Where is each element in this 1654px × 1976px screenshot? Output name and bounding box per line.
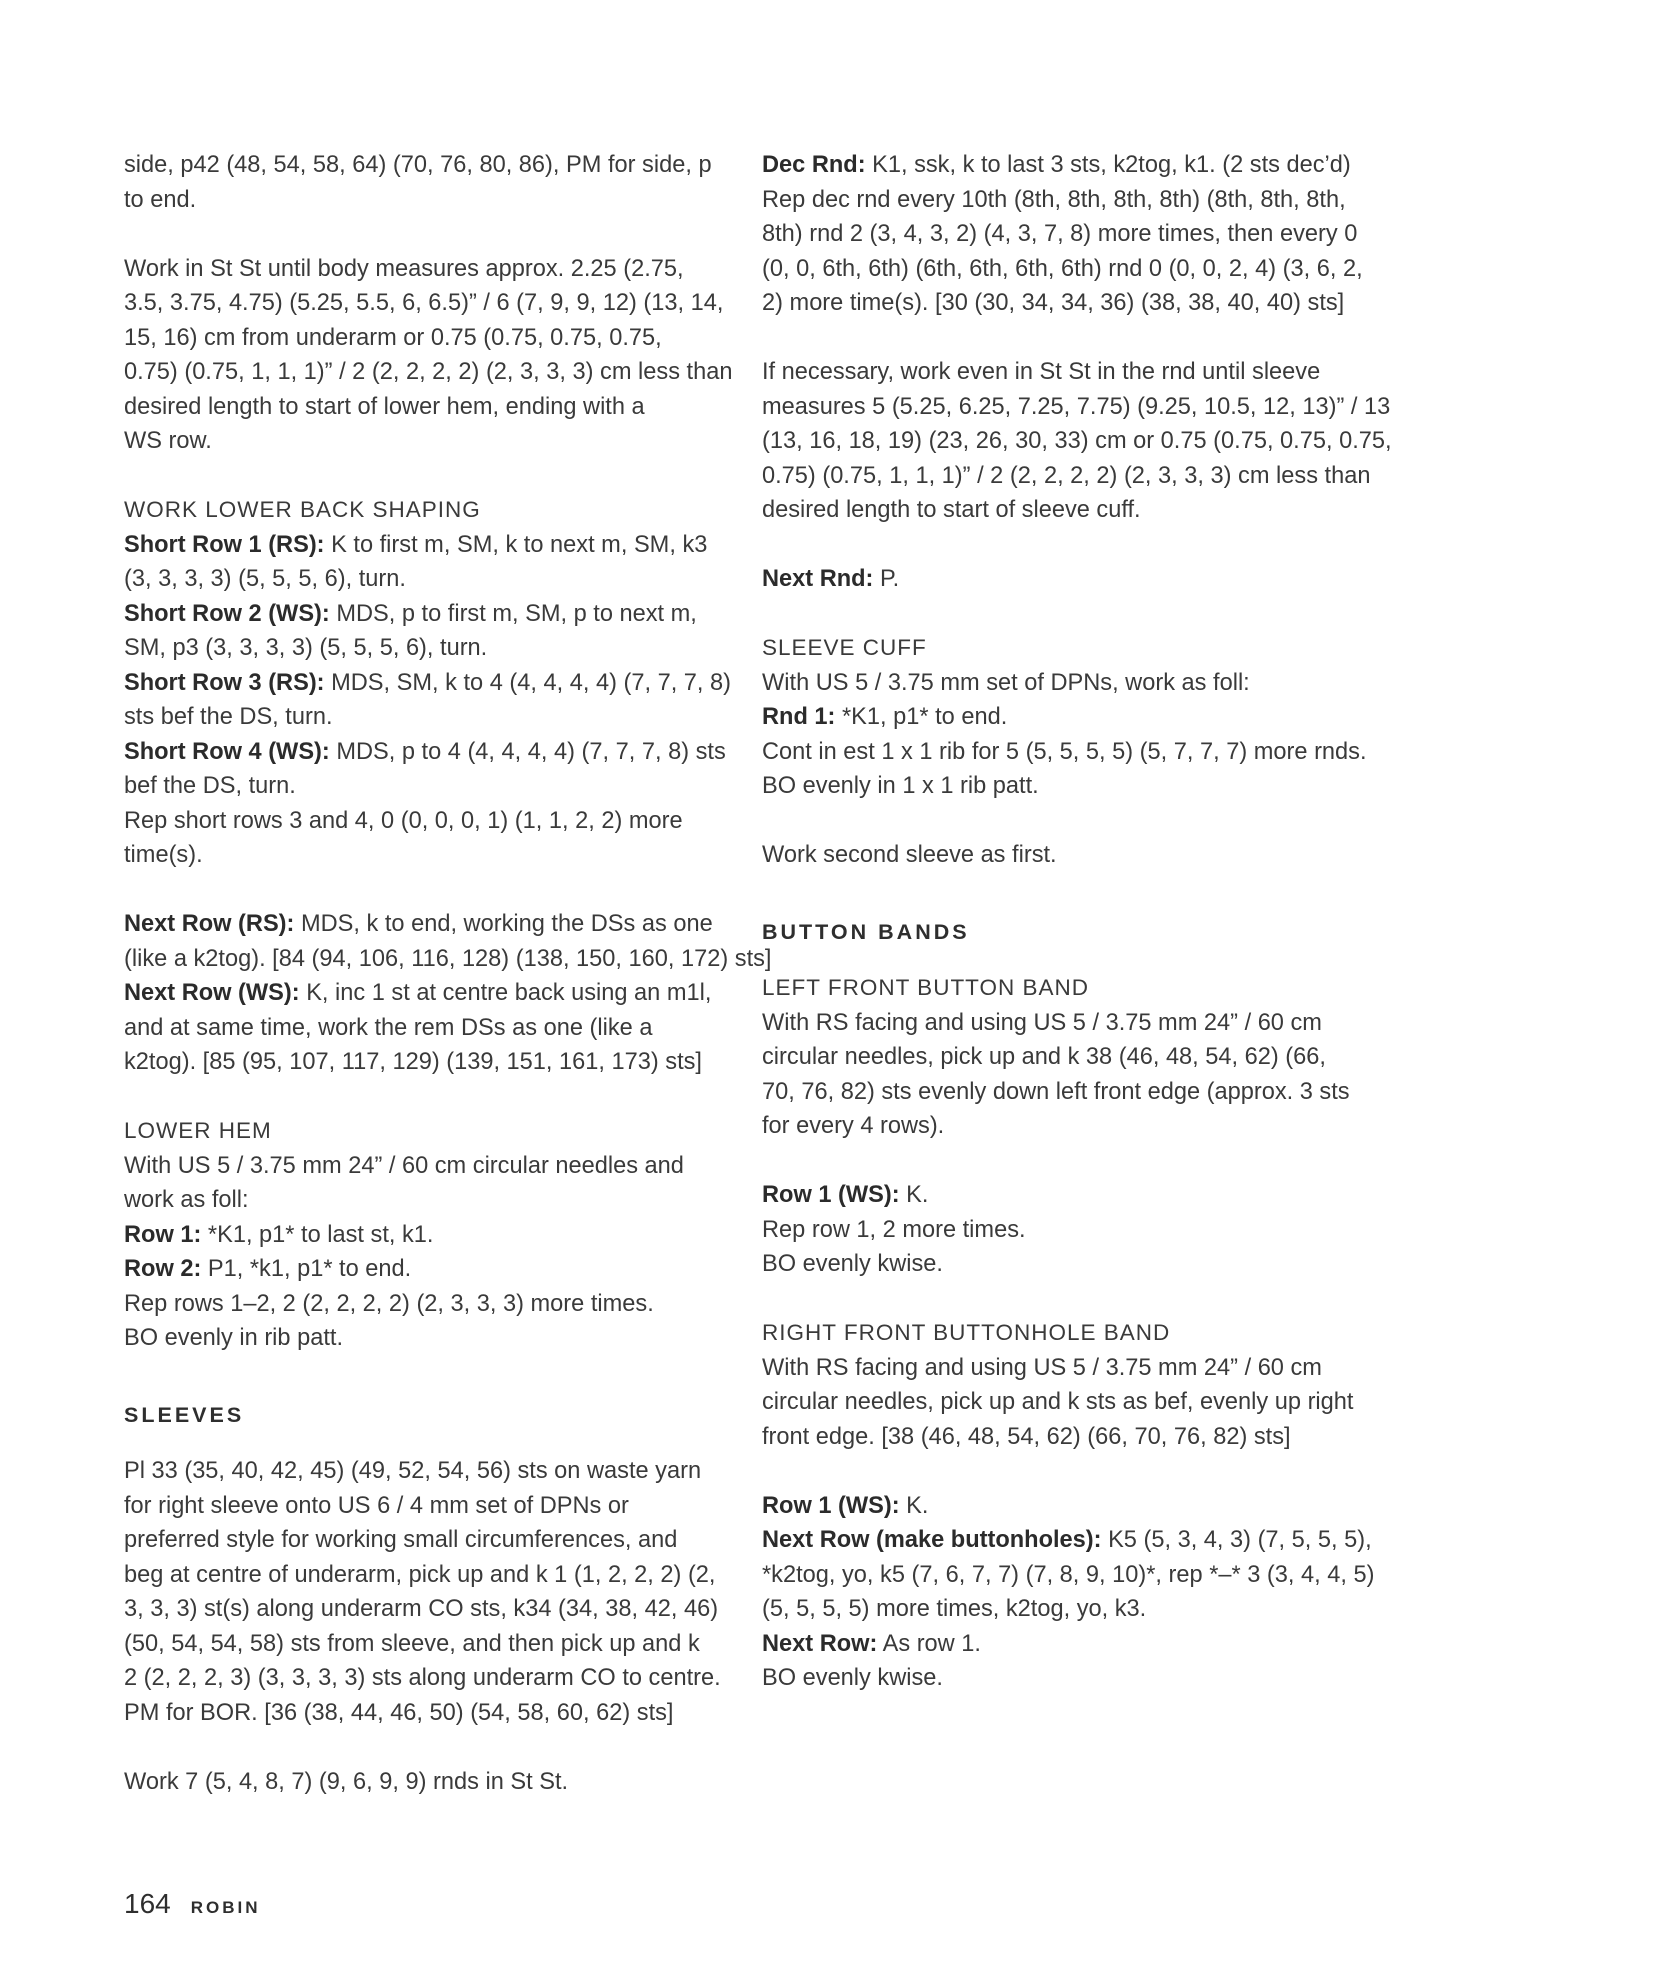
step-text: K to first m, SM, k to next m, SM, k3 [324, 531, 708, 558]
text-line: 0.75) (0.75, 1, 1, 1)” / 2 (2, 2, 2, 2) (2, 3, 3, 3) cm less than [762, 462, 1371, 489]
short-row-4 [124, 735, 724, 770]
text-line: for every 4 rows). [762, 1113, 945, 1139]
text-line: (5, 5, 5, 5) more times, k2tog, yo, k3. [762, 1596, 1147, 1622]
step-label: Next Row (RS): [124, 911, 295, 937]
step-label: Next Row: [762, 1630, 878, 1657]
text-line: time(s). [124, 842, 203, 868]
text-line: to end. [124, 186, 197, 213]
text-line: measures 5 (5.25, 6.25, 7.25, 7.75) (9.25, 10.5, 12, 13)” / 13 [762, 393, 1391, 420]
sleeves-paragraph [124, 1454, 724, 1730]
step-label: Next Row (make buttonholes): [762, 1527, 1102, 1553]
step-text: K5 (5, 3, 4, 3) (7, 5, 5, 5), [1101, 1527, 1372, 1553]
text-line: 15, 16) cm from underarm or 0.75 (0.75, 0.75, 0.75, [124, 324, 662, 351]
text-line: desired length to start of sleeve cuff. [762, 497, 1141, 523]
step-text: K. [899, 1492, 929, 1519]
text-line: front edge. [38 (46, 48, 54, 62) (66, 70, 76, 82) sts] [762, 1423, 1291, 1450]
second-sleeve-line: Work second sleeve as first. [762, 842, 1057, 868]
left-band-row-1 [762, 1178, 1362, 1213]
step-label: Dec Rnd: [762, 152, 866, 178]
right-band-next-row [762, 1627, 1362, 1662]
text-line: Pl 33 (35, 40, 42, 45) (49, 52, 54, 56) sts on waste yarn [124, 1458, 702, 1484]
text-line: beg at centre of underarm, pick up and k 1 (1, 2, 2, 2) (2, [124, 1561, 716, 1588]
text-line: (3, 3, 3, 3) (5, 5, 5, 6), turn. [124, 566, 406, 592]
left-band-rows [762, 1178, 1362, 1282]
text-line: 3.5, 3.75, 4.75) (5.25, 5.5, 6, 6.5)” / 6 (7, 9, 9, 12) (13, 14, [124, 290, 724, 316]
text-line: With RS facing and using US 5 / 3.75 mm 24” / 60 cm [762, 1354, 1322, 1381]
page-footer [124, 1888, 261, 1920]
text-line: *k2tog, yo, k5 (7, 6, 7, 7) (7, 8, 9, 10)*, rep *–* 3 (3, 4, 4, 5) [762, 1561, 1375, 1588]
cuff-rnd-1 [762, 700, 1362, 735]
step-text: MDS, SM, k to 4 (4, 4, 4, 4) (7, 7, 7, 8) [324, 669, 732, 696]
dec-rnd-instructions [762, 148, 1362, 321]
text-line: BO evenly kwise. [762, 1665, 943, 1691]
text-line: (like a k2tog). [84 (94, 106, 116, 128) (138, 150, 160, 172) sts] [124, 945, 772, 972]
running-title: ROBIN [190, 1898, 261, 1917]
lower-hem-row-1 [124, 1218, 724, 1253]
text-line: side, p42 (48, 54, 58, 64) (70, 76, 80, 86), PM for side, p [124, 152, 712, 178]
text-line: With US 5 / 3.75 mm 24” / 60 cm circular needles and [124, 1152, 684, 1179]
text-line: circular needles, pick up and k 38 (46, 48, 54, 62) (66, [762, 1044, 1326, 1070]
text-line: PM for BOR. [36 (38, 44, 46, 50) (54, 58, 60, 62) sts] [124, 1699, 674, 1726]
text-line: 8th) rnd 2 (3, 4, 3, 2) (4, 3, 7, 8) more times, then every 0 [762, 221, 1358, 247]
sleeve-length-paragraph [762, 355, 1392, 528]
right-front-buttonhole-band-heading: RIGHT FRONT BUTTONHOLE BAND [762, 1320, 1171, 1345]
sleeves-section-heading: SLEEVES [124, 1402, 245, 1427]
text-line: If necessary, work even in St St in the rnd until sleeve [762, 359, 1321, 385]
text-line: With RS facing and using US 5 / 3.75 mm 24” / 60 cm [762, 1009, 1322, 1036]
right-band-paragraph [762, 1351, 1362, 1455]
next-rows-instructions [124, 907, 772, 1080]
step-label: Rnd 1: [762, 704, 836, 730]
text-line: BO evenly kwise. [762, 1251, 943, 1277]
left-band-paragraph [762, 1006, 1362, 1144]
text-line: circular needles, pick up and k sts as bef, evenly up right [762, 1389, 1354, 1415]
text-line: for right sleeve onto US 6 / 4 mm set of DPNs or [124, 1492, 629, 1519]
lower-hem-row-2 [124, 1252, 724, 1287]
text-line: Rep short rows 3 and 4, 0 (0, 0, 0, 1) (1, 1, 2, 2) more [124, 807, 683, 834]
short-row-1 [124, 528, 724, 563]
step-text: MDS, p to 4 (4, 4, 4, 4) (7, 7, 7, 8) sts [329, 738, 726, 765]
body-continuation-paragraph [124, 148, 724, 217]
lower-back-shaping-heading: WORK LOWER BACK SHAPING [124, 497, 481, 522]
work-rounds-line: Work 7 (5, 4, 8, 7) (9, 6, 9, 9) rnds in St St. [124, 1768, 569, 1795]
step-text: K. [899, 1182, 929, 1208]
text-line: WS row. [124, 428, 212, 454]
text-line: (13, 16, 18, 19) (23, 26, 30, 33) cm or 0.75 (0.75, 0.75, 0.75, [762, 428, 1392, 454]
text-line: (0, 0, 6th, 6th) (6th, 6th, 6th, 6th) rnd 0 (0, 0, 2, 4) (3, 6, 2, [762, 255, 1363, 282]
text-line: work as foll: [124, 1187, 249, 1213]
step-label: Row 1: [124, 1221, 202, 1248]
step-text: *K1, p1* to end. [835, 704, 1008, 730]
step-label: Next Row (WS): [124, 980, 300, 1006]
step-text: MDS, p to first m, SM, p to next m, [329, 600, 697, 627]
right-band-rows [762, 1489, 1375, 1696]
text-line: Rep dec rnd every 10th (8th, 8th, 8th, 8th) (8th, 8th, 8th, [762, 186, 1346, 213]
right-column [762, 148, 1392, 1696]
text-line: (50, 54, 54, 58) sts from sleeve, and then pick up and k [124, 1630, 700, 1657]
short-row-3 [124, 666, 732, 701]
step-text: P1, *k1, p1* to end. [201, 1256, 412, 1282]
step-label: Row 1 (WS): [762, 1182, 900, 1208]
text-line: bef the DS, turn. [124, 773, 296, 799]
right-band-row-1 [762, 1489, 1362, 1524]
next-row-rs [124, 907, 724, 942]
step-text: K, inc 1 st at centre back using an m1l, [299, 980, 712, 1006]
step-label: Short Row 4 (WS): [124, 738, 330, 765]
text-line: Rep rows 1–2, 2 (2, 2, 2, 2) (2, 3, 3, 3) more times. [124, 1290, 654, 1317]
sleeve-cuff-instructions [762, 666, 1367, 804]
step-text: K1, ssk, k to last 3 sts, k2tog, k1. (2 sts dec’d) [865, 152, 1351, 178]
sleeve-cuff-heading: SLEEVE CUFF [762, 635, 927, 660]
left-column [124, 148, 772, 1799]
step-text: MDS, k to end, working the DSs as one [294, 911, 713, 937]
step-label: Row 1 (WS): [762, 1492, 900, 1519]
dec-rnd [762, 148, 1362, 183]
text-line: sts bef the DS, turn. [124, 704, 333, 730]
text-line: BO evenly in rib patt. [124, 1325, 344, 1351]
short-row-2 [124, 597, 724, 632]
body-length-paragraph [124, 252, 733, 459]
buttonholes-row [762, 1523, 1372, 1558]
text-line: preferred style for working small circumferences, and [124, 1527, 678, 1553]
lower-hem-heading: LOWER HEM [124, 1118, 272, 1143]
text-line: 2) more time(s). [30 (30, 34, 34, 36) (38, 38, 40, 40) sts] [762, 290, 1345, 316]
button-bands-section-heading: BUTTON BANDS [762, 919, 970, 944]
text-line: 70, 76, 82) sts evenly down left front edge (approx. 3 sts [762, 1078, 1350, 1105]
text-line: and at same time, work the rem DSs as one (like a [124, 1014, 653, 1041]
step-text: P. [873, 566, 900, 592]
text-line: Cont in est 1 x 1 rib for 5 (5, 5, 5, 5) (5, 7, 7, 7) more rnds. [762, 738, 1367, 765]
step-label: Short Row 1 (RS): [124, 531, 325, 558]
text-line: Rep row 1, 2 more times. [762, 1216, 1026, 1243]
text-line: 2 (2, 2, 2, 3) (3, 3, 3, 3) sts along underarm CO to centre. [124, 1665, 721, 1691]
text-line: SM, p3 (3, 3, 3, 3) (5, 5, 5, 6), turn. [124, 635, 488, 661]
step-label: Row 2: [124, 1256, 202, 1282]
step-text: As row 1. [877, 1630, 981, 1657]
step-label: Short Row 3 (RS): [124, 669, 325, 696]
page-number: 164 [124, 1888, 171, 1919]
text-line: 3, 3, 3) st(s) along underarm CO sts, k34 (34, 38, 42, 46) [124, 1596, 719, 1622]
step-label: Next Rnd: [762, 566, 874, 592]
step-text: *K1, p1* to last st, k1. [201, 1221, 434, 1248]
text-line: k2tog). [85 (95, 107, 117, 129) (139, 151, 161, 173) sts] [124, 1049, 702, 1075]
left-front-button-band-heading: LEFT FRONT BUTTON BAND [762, 975, 1090, 1000]
short-rows-instructions [124, 528, 732, 873]
next-row-ws [124, 976, 724, 1011]
text-line: BO evenly in 1 x 1 rib patt. [762, 773, 1039, 799]
lower-hem-instructions [124, 1149, 724, 1356]
next-rnd [762, 562, 1362, 597]
text-line: 0.75) (0.75, 1, 1, 1)” / 2 (2, 2, 2, 2) (2, 3, 3, 3) cm less than [124, 359, 733, 385]
text-line: Work in St St until body measures approx. 2.25 (2.75, [124, 255, 684, 282]
text-line: With US 5 / 3.75 mm set of DPNs, work as foll: [762, 669, 1250, 696]
step-label: Short Row 2 (WS): [124, 600, 330, 627]
text-line: desired length to start of lower hem, ending with a [124, 393, 645, 420]
